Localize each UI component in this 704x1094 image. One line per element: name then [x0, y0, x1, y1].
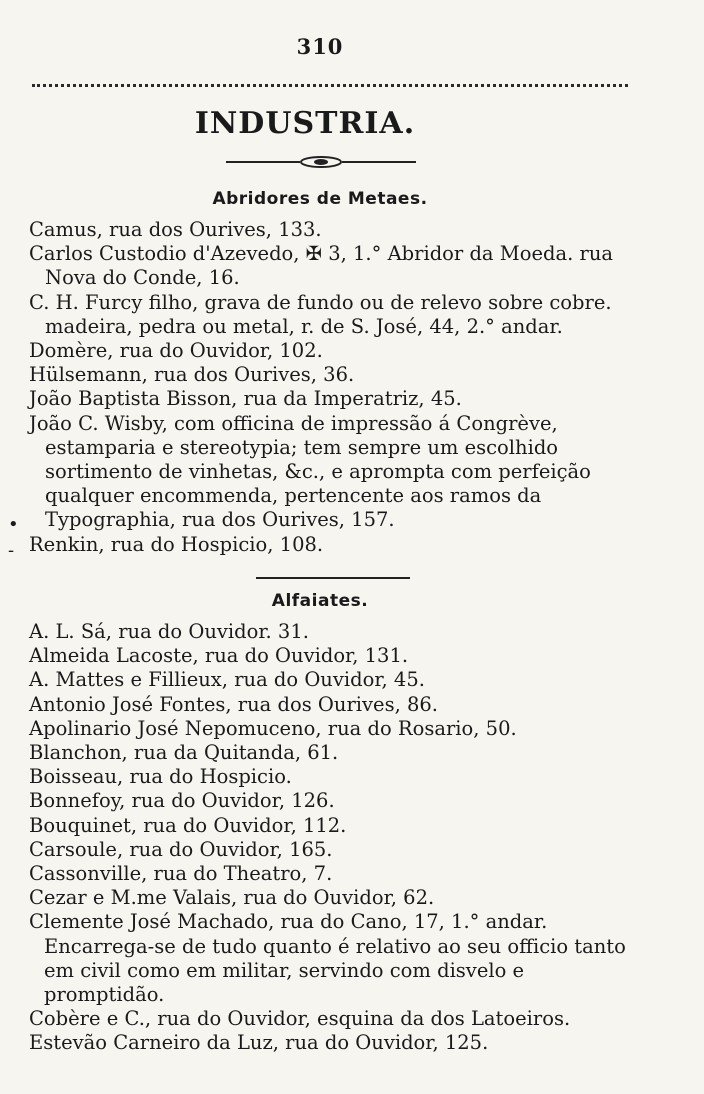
list-item: Bonnefoy, rua do Ouvidor, 126. [29, 789, 335, 813]
list-item: Camus, rua dos Ourives, 133. [29, 218, 322, 241]
list-item: Carlos Custodio d'Azevedo, ✠ 3, 1.° Abridor da Moeda. rua Nova do Conde, 16. [29, 242, 614, 290]
list-item: A. L. Sá, rua do Ouvidor. 31. [29, 620, 309, 643]
list-item: Apolinario José Nepomuceno, rua do Rosario, 50. [29, 716, 517, 740]
list-item: Clemente José Machado, rua do Cano, 17, 1.° andar. Encarrega-se de tudo quanto é relativo ao seu officio tanto em civil como em militar, servindo com disvelo e promptidão. [29, 910, 626, 1007]
list-item: Estevão Carneiro da Luz, rua do Ouvidor, 125. [29, 1031, 489, 1055]
list-item: A. Mattes e Fillieux, rua do Ouvidor, 45. [29, 668, 425, 692]
top-dotted-rule [32, 84, 628, 87]
section-heading-alfaiates: Alfaiates. [271, 591, 369, 611]
list-item: João Baptista Bisson, rua da Imperatriz, 45. [29, 387, 462, 411]
list-item: Carsoule, rua do Ouvidor, 165. [29, 837, 333, 861]
page-title: INDUSTRIA. [194, 106, 416, 141]
list-item: Domère, rua do Ouvidor, 102. [29, 339, 323, 363]
section-divider [256, 577, 410, 579]
section-heading-abridores: Abridores de Metaes. [212, 189, 428, 209]
alfaiates-list [0, 620, 704, 1056]
ornament-rule-icon [226, 154, 416, 170]
list-item: Cobère e C., rua do Ouvidor, esquina da dos Latoeiros. [29, 1007, 571, 1031]
abridores-list [0, 218, 704, 557]
page-number: 310 [296, 34, 344, 59]
list-item: Antonio José Fontes, rua dos Ourives, 86. [29, 692, 439, 716]
list-item: Renkin, rua do Hospicio, 108. [29, 532, 324, 556]
list-item: Hülsemann, rua dos Ourives, 36. [29, 363, 355, 387]
list-item: Bouquinet, rua do Ouvidor, 112. [29, 813, 347, 837]
list-item: Almeida Lacoste, rua do Ouvidor, 131. [29, 644, 409, 668]
margin-mark: - [8, 540, 15, 561]
list-item: Cassonville, rua do Theatro, 7. [29, 862, 333, 886]
margin-mark: • [8, 514, 19, 535]
list-item: C. H. Furcy filho, grava de fundo ou de relevo sobre cobre. madeira, pedra ou metal, r. de S. José, 44, 2.° andar. [29, 290, 612, 338]
list-item: João C. Wisby, com officina de impressão á Congrève, estamparia e stereotypia; tem sempre um escolhido sortimento de vinhetas, &c., e apromptа com perfeição qualquer encommenda, pertencente aos ramos da Typographia, rua dos Ourives, 157. [29, 411, 591, 532]
list-item: Blanchon, rua da Quitanda, 61. [29, 741, 339, 765]
list-item: Boisseau, rua do Hospicio. [29, 765, 292, 789]
list-item: Cezar e M.me Valais, rua do Ouvidor, 62. [29, 886, 435, 910]
